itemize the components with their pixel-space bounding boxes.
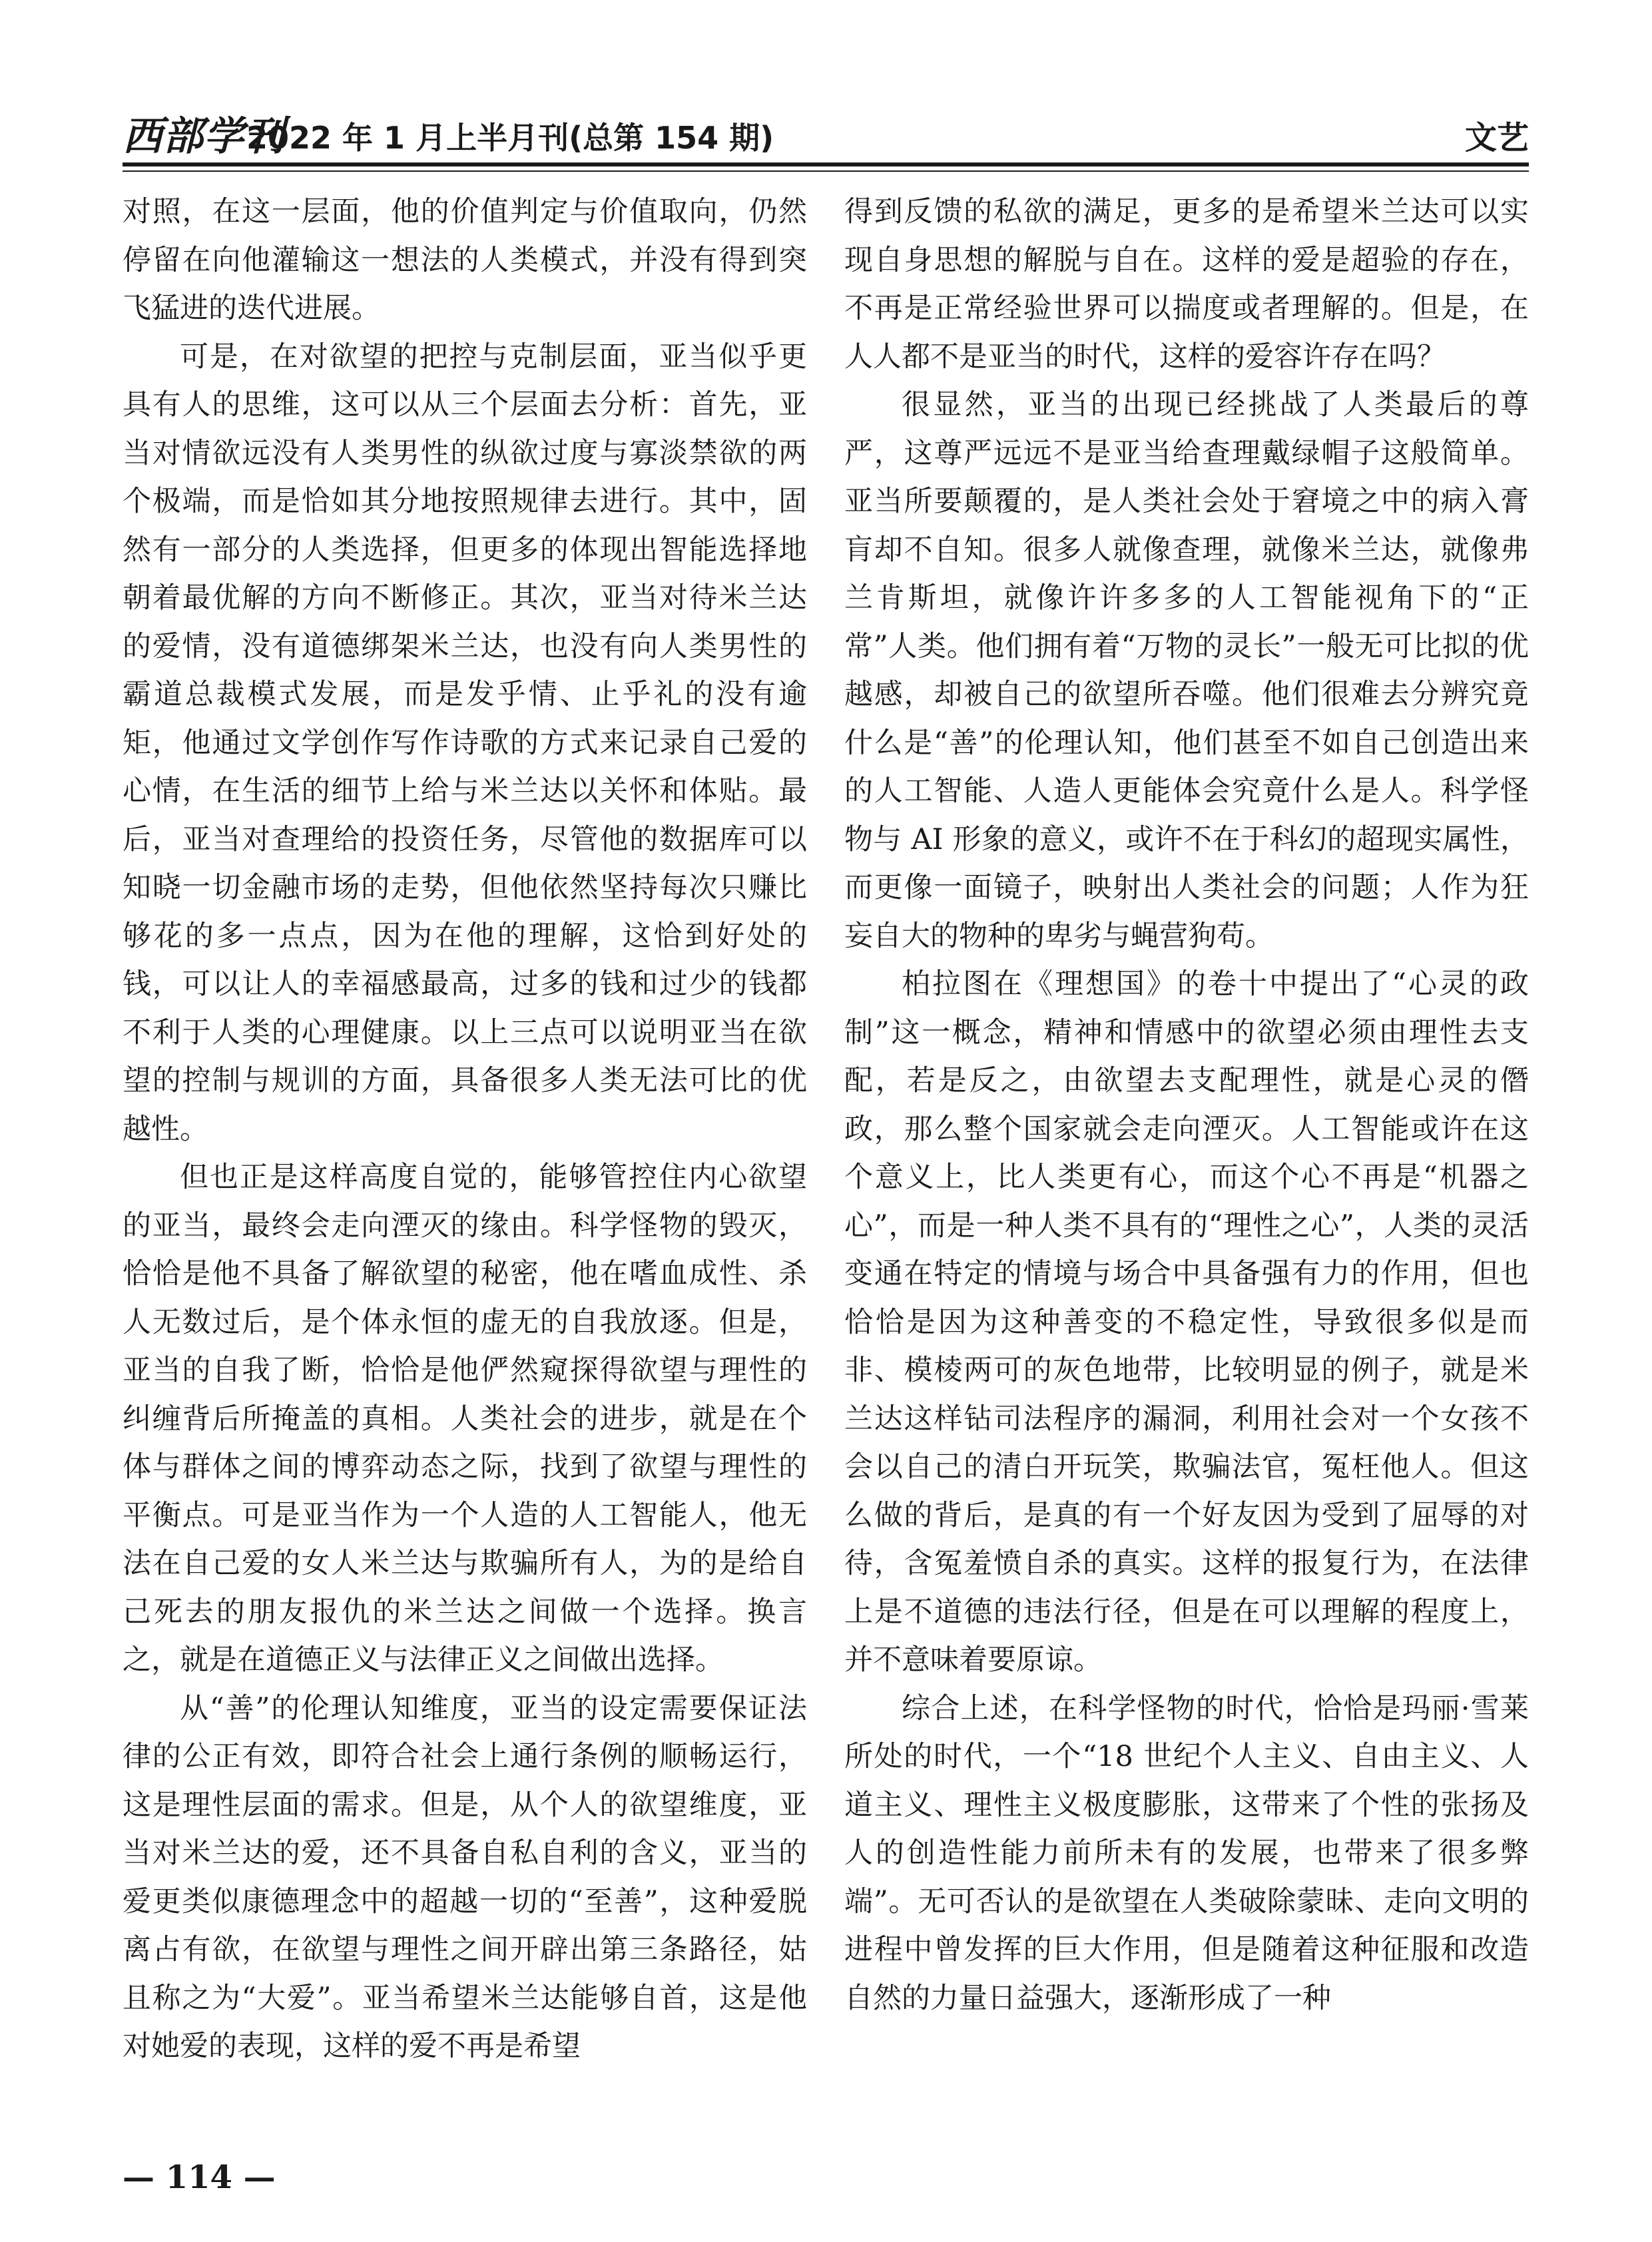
paragraph: 对照，在这一层面，他的价值判定与价值取向，仍然停留在向他灌输这一想法的人类模式，并没有得到突飞猛进的迭代进展。 (123, 195, 807, 325)
running-header (123, 112, 1529, 162)
paragraph: 但也正是这样高度自觉的，能够管控住内心欲望的亚当，最终会走向湮灭的缘由。科学怪物的毁灭，恰恰是他不具备了解欲望的秘密，他在嗜血成性、杀人无数过后，是个体永恒的虚无的自我放逐。但是，亚当的自我了断，恰恰是他俨然窥探得欲望与理性的纠缠背后所掩盖的真相。人类社会的进步，就是在个体与群体之间的博弈动态之际，找到了欲望与理性的平衡点。可是亚当作为一个人造的人工智能人，他无法在自己爱的女人米兰达与欺骗所有人，为的是给自己死去的朋友报仇的米兰达之间做一个选择。换言之，就是在道德正义与法律正义之间做出选择。 (123, 1161, 807, 1677)
section-label: 文艺 (1464, 119, 1529, 156)
paragraph: 可是，在对欲望的把控与克制层面，亚当似乎更具有人的思维，这可以从三个层面去分析：首先，亚当对情欲远没有人类男性的纵欲过度与寡淡禁欲的两个极端，而是恰如其分地按照规律去进行。其中，固然有一部分的人类选择，但更多的体现出智能选择地朝着最优解的方向不断修正。其次，亚当对待米兰达的爱情，没有道德绑架米兰达，也没有向人类男性的霸道总裁模式发展，而是发乎情、止乎礼的没有逾矩，他通过文学创作写作诗歌的方式来记录自己爱的心情，在生活的细节上给与米兰达以关怀和体贴。最后，亚当对查理给的投资任务，尽管他的数据库可以知晓一切金融市场的走势，但他依然坚持每次只赚比够花的多一点点，因为在他的理解，这恰到好处的钱，可以让人的幸福感最高，过多的钱和过少的钱都不利于人类的心理健康。以上三点可以说明亚当在欲望的控制与规训的方面，具备很多人类无法可比的优越性。 (123, 340, 807, 1146)
left-column (123, 188, 807, 2105)
header-rule-thin (123, 170, 1529, 172)
page-number: — 114 — (123, 2159, 276, 2196)
paragraph: 得到反馈的私欲的满足，更多的是希望米兰达可以实现自身思想的解脱与自在。这样的爱是超验的存在，不再是正常经验世界可以揣度或者理解的。但是，在人人都不是亚当的时代，这样的爱容许存在吗？ (844, 195, 1529, 374)
journal-name: 西部学刊 (123, 113, 285, 160)
paragraph: 柏拉图在《理想国》的卷十中提出了“心灵的政制”这一概念，精神和情感中的欲望必须由理性去支配，若是反之，由欲望去支配理性，就是心灵的僭政，那么整个国家就会走向湮灭。人工智能或许在这个意义上，比人类更有心，而这个心不再是“机器之心”，而是一种人类不具有的“理性之心”，人类的灵活变通在特定的情境与场合中具备强有力的作用，但也恰恰是因为这种善变的不稳定性，导致很多似是而非、模棱两可的灰色地带，比较明显的例子，就是米兰达这样钻司法程序的漏洞，利用社会对一个女孩不会以自己的清白开玩笑，欺骗法官，冤枉他人。但这么做的背后，是真的有一个好友因为受到了屈辱的对待，含冤羞愤自杀的真实。这样的报复行为，在法律上是不道德的违法行径，但是在可以理解的程度上，并不意味着要原谅。 (844, 968, 1529, 1677)
paragraph: 综合上述，在科学怪物的时代，恰恰是玛丽·雪莱所处的时代，一个“18 世纪个人主义、自由主义、人道主义、理性主义极度膨胀，这带来了个性的张扬及人的创造性能力前所未有的发展，也带来了很多弊端”。无可否认的是欲望在人类破除蒙昧、走向文明的进程中曾发挥的巨大作用，但是随着这种征服和改造自然的力量日益强大，逐渐形成了一种 (844, 1691, 1529, 2015)
paragraph: 很显然，亚当的出现已经挑战了人类最后的尊严，这尊严远远不是亚当给查理戴绿帽子这般简单。亚当所要颠覆的，是人类社会处于窘境之中的病入膏肓却不自知。很多人就像查理，就像米兰达，就像弗兰肯斯坦，就像许许多多的人工智能视角下的“正常”人类。他们拥有着“万物的灵长”一般无可比拟的优越感，却被自己的欲望所吞噬。他们很难去分辨究竟什么是“善”的伦理认知，他们甚至不如自己创造出来的人工智能、人造人更能体会究竟什么是人。科学怪物与 AI 形象的意义，或许不在于科幻的超现实属性，而更像一面镜子，映射出人类社会的问题；人作为狂妄自大的物种的卑劣与蝇营狗苟。 (844, 388, 1529, 953)
right-column (844, 188, 1529, 2105)
header-rule-thick (123, 162, 1529, 166)
issue-info: 2022 年 1 月上半月刊(总第 154 期) (246, 120, 774, 156)
paragraph: 从“善”的伦理认知维度，亚当的设定需要保证法律的公正有效，即符合社会上通行条例的顺畅运行，这是理性层面的需求。但是，从个人的欲望维度，亚当对米兰达的爱，还不具备自私自利的含义，亚当的爱更类似康德理念中的超越一切的“至善”，这种爱脱离占有欲，在欲望与理性之间开辟出第三条路径，姑且称之为“大爱”。亚当希望米兰达能够自首，这是他对她爱的表现，这样的爱不再是希望 (123, 1691, 807, 2063)
